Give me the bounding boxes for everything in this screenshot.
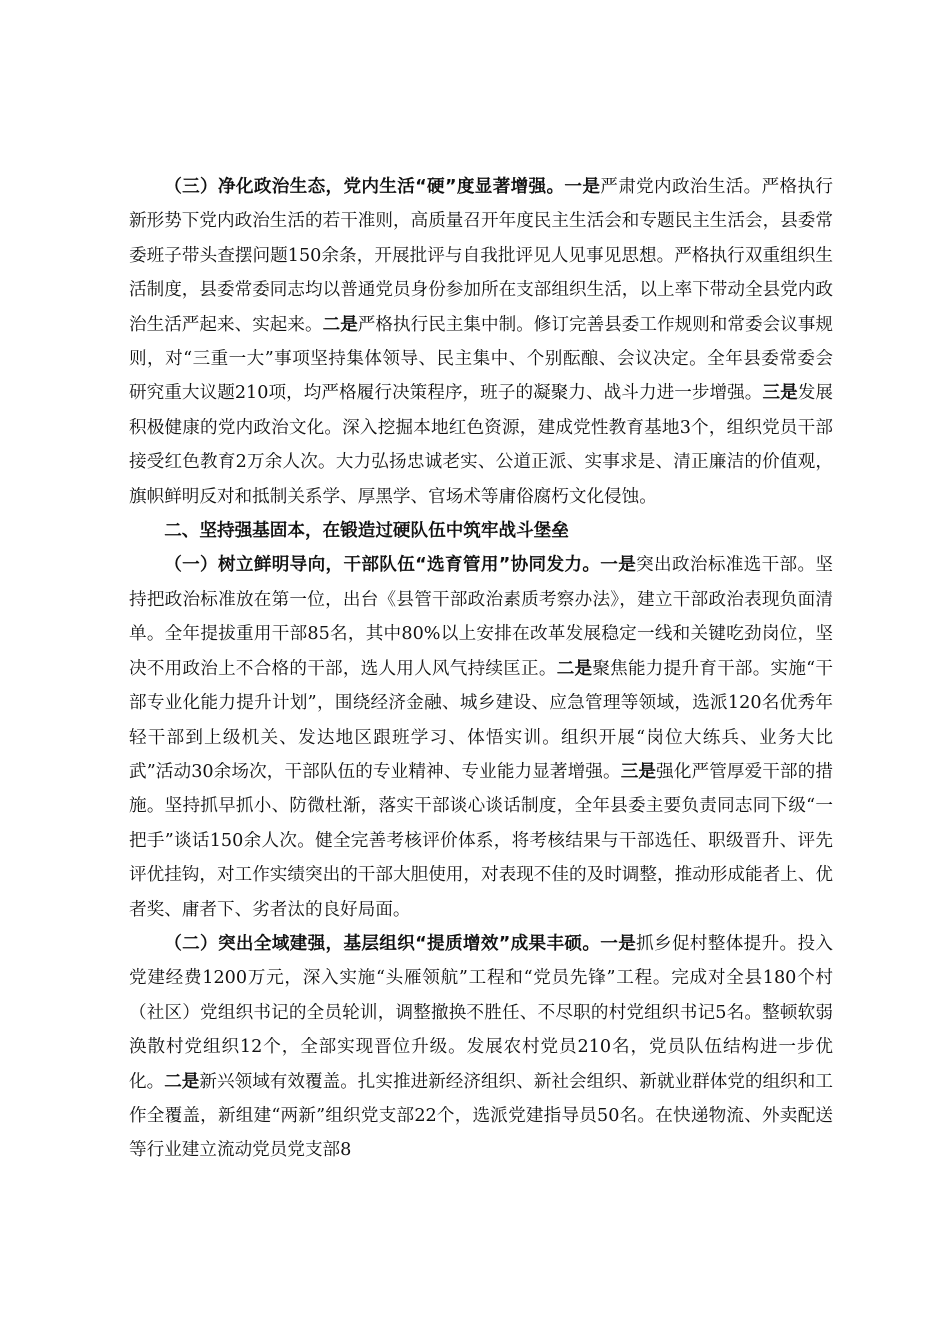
point-text: 发展积极健康的党内政治文化。深入挖掘本地红色资源，建成党性教育基地3个，组织党员干部接受红色教育2万余人次。大力弘扬忠诚老实、公道正派、实事求是、清正廉洁的价值观，旗帜鲜明反对和抵制关系学、厚黑学、官场术等庸俗腐朽文化侵蚀。 bbox=[129, 383, 833, 507]
point-label: 一是 bbox=[564, 177, 601, 197]
paragraph-section-3 bbox=[129, 170, 833, 514]
point-label: 二是 bbox=[556, 658, 593, 679]
point-label: 二是 bbox=[322, 314, 358, 335]
point-text: 强化严管厚爱干部的措施。坚持抓早抓小、防微杜渐，落实干部谈心谈话制度，全年县委主要负责同志同下级“一把手”谈话150余人次。健全完善考核评价体系，将考核结果与干部选任、职级晋升、评先评优挂钩，对工作实绩突出的干部大胆使用，对表现不佳的及时调整，推动形成能者上、优者奖、庸者下、劣者汰的良好局面。 bbox=[129, 761, 833, 920]
part-heading: 二、坚持强基固本，在锻造过硬队伍中筑牢战斗堡垒 bbox=[164, 521, 569, 542]
point-text: 抓乡促村整体提升。投入党建经费1200万元，深入实施“头雁领航”工程和“党员先锋”工程。完成对全县180个村（社区）党组织书记的全员轮训，调整撤换不胜任、不尽职的村党组织书记5名。整顿软弱涣散村党组织12个，全部实现晋位升级。发展农村党员210名，党员队伍结构进一步优化。 bbox=[129, 933, 833, 1092]
section-title: （二）突出全域建强，基层组织“提质增效”成果丰硕。 bbox=[164, 933, 601, 954]
point-text: 严肃党内政治生活。严格执行新形势下党内政治生活的若干准则，高质量召开年度民主生活会和专题民主生活会，县委常委班子带头查摆问题150余条，开展批评与自我批评见人见事见思想。严格执行双重组织生活制度，县委常委同志均以普通党员身份参加所在支部组织生活，以上率下带动全县党内政治生活严起来、实起来。 bbox=[129, 177, 833, 335]
point-label: 三是 bbox=[620, 761, 657, 782]
point-text: 聚焦能力提升育干部。实施“干部专业化能力提升计划”，围绕经济金融、城乡建设、应急管理等领域，选派120名优秀年轻干部到上级机关、发达地区跟班学习、体悟实训。组织开展“岗位大练兵、业务大比武”活动30余场次，干部队伍的专业精神、专业能力显著增强。 bbox=[129, 658, 833, 782]
point-label: 二是 bbox=[164, 1071, 200, 1092]
paragraph-section-2 bbox=[129, 927, 833, 1168]
paragraph-section-1 bbox=[129, 548, 833, 926]
point-text: 严格执行民主集中制。修订完善县委工作规则和常委会议事规则，对“三重一大”事项坚持集体领导、民主集中、个别酝酿、会议决定。全年县委常委会研究重大议题210项，均严格履行决策程序，班子的凝聚力、战斗力进一步增强。 bbox=[129, 314, 833, 404]
point-label: 一是 bbox=[600, 555, 637, 576]
point-text: 新兴领域有效覆盖。扎实推进新经济组织、新社会组织、新就业群体党的组织和工作全覆盖，新组建“两新”组织党支部22个，选派党建指导员50名。在快递物流、外卖配送等行业建立流动党员党支部8 bbox=[129, 1071, 833, 1161]
document-page bbox=[129, 170, 833, 1168]
point-text: 突出政治标准选干部。坚持把政治标准放在第一位，出台《县管干部政治素质考察办法》，建立干部政治表现负面清单。全年提拔重用干部85名，其中80%以上安排在改革发展稳定一线和关键吃劲岗位，坚决不用政治上不合格的干部，选人用人风气持续匡正。 bbox=[129, 555, 833, 679]
section-title: （一）树立鲜明导向，干部队伍“选育管用”协同发力。 bbox=[164, 555, 601, 576]
point-label: 三是 bbox=[762, 383, 798, 404]
point-label: 一是 bbox=[600, 933, 637, 954]
section-title: （三）净化政治生态，党内生活“硬”度显著增强。 bbox=[164, 177, 565, 197]
